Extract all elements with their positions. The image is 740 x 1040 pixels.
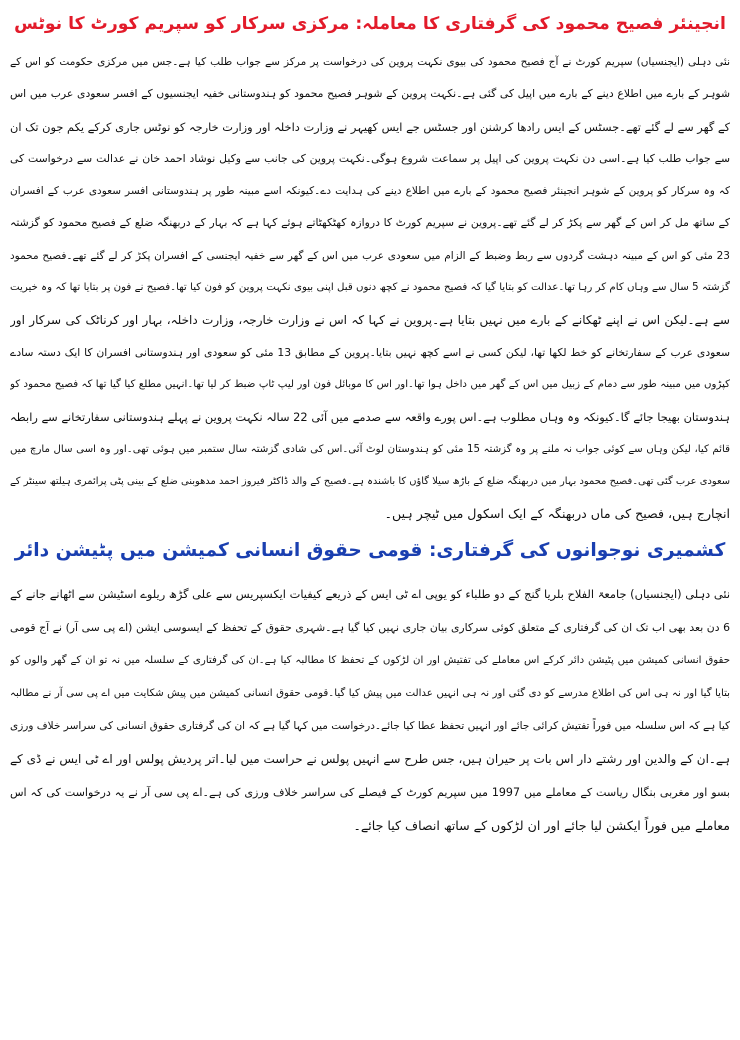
body-line: قائم کیا، لیکن وہاں سے کوئی جواب نہ ملنے پر وہ گزشتہ 15 مئی کو ہندوستان لوٹ آئی۔اس کی شادی گزشتہ سال ستمبر میں ہوئی تھی۔اور وہ اسی سال مارچ میں [10,443,730,455]
article-body [10,578,730,842]
article-headline: انجینئر فصیح محمود کی گرفتاری کا معاملہ: مرکزی سرکار کو سپریم کورٹ کا نوٹس [14,14,726,34]
body-line: 23 مئی کو اس کے مبینہ دہشت گردوں سے ربط وضبط کے الزام میں سعودی عرب میں اس کے گھر سے خفیہ ایجنسی کے افسران پکڑ کر لے گئے تھے۔فصیح محمود [10,249,730,262]
body-line: معاملے میں فوراً ایکشن لیا جائے اور ان لڑکوں کے ساتھ انصاف کیا جائے۔ [353,818,730,834]
body-line: سے ہے۔لیکن اس نے اپنے ٹھکانے کے بارے میں نہیں بتایا ہے۔پروین نے کہا کہ اس نے وزارت خارجہ، وزارت داخلہ، بہار اور کرناٹک کی سرکار اور [10,313,730,328]
article-fasih-mahmood [10,0,730,530]
body-line: کیا ہے کہ اس سلسلہ میں فوراً تفتیش کرائی جائے اور انہیں تحفظ عطا کیا جائے۔درخواست میں کہا گیا ہے کہ ان کی گرفتاری حقوق انسانی کی سراسر خلاف ورزی [10,720,730,733]
body-line: کے ساتھ مل کر اس کے گھر سے پکڑ کر لے گئے تھے۔پروین نے سپریم کورٹ کا دروازہ کھٹکھٹاتے ہوئے کہا ہے کہ بہار کے دربھنگہ ضلع کے فصیح محمود کو گزشتہ [10,216,730,230]
body-line: حقوق انسانی کمیشن میں پٹیشن دائر کرکے اس معاملے کی تفتیش اور ان لڑکوں کے تحفظ کا مطالبہ کیا ہے۔ان کی گرفتاری کے سلسلہ میں نہ تو ان کے گھر والوں کو [10,655,730,667]
body-line: نئی دہلی (ایجنسیاں) سپریم کورٹ نے آج فصیح محمود کی بیوی نکہت پروین کی درخواست پر مرکز سے جواب طلب کیا ہے۔جس میں مرکزی حکومت کو اس کے [10,56,730,68]
body-line: ہندوستان بھیجا جائے گا۔کیونکہ وہ وہاں مطلوب ہے۔اس پورے واقعہ سے صدمے میں آئی 22 سالہ نکہت پروین نے پہلے ہندوستانی سفارتخانے سے رابطہ [10,410,730,425]
article-body [10,46,730,530]
body-line: شوہر کے بارے میں اطلاع دینے کے بارے میں اپیل کی گئی ہے۔نکہت پروین کے شوہر فصیح محمود کو ہندوستانی خفیہ ایجنسیوں کے افسر سعودی عرب میں اس [10,87,730,101]
body-line: بسو اور مغربی بنگال ریاست کے معاملے میں 1997 میں سپریم کورٹ کے فیصلے کی سراسر خلاف ورزی کی ہے۔اے پی سی آر نے یہ درخواست کی کہ اس [10,786,730,800]
body-line: ہے۔ان کے والدین اور رشتے دار اس بات پر حیران ہیں، جس طرح سے انہیں پولس نے حراست میں لیا۔اتر پردیش پولس اور اے ٹی ایس نے ڈی کے [10,752,730,767]
article-kashmiri-youth [10,530,730,842]
body-line: نئی دہلی (ایجنسیاں) جامعۃ الفلاح بلریا گنج کے دو طلباء کو یوپی اے ٹی ایس کے ذریعے کیفیات ایکسپریس سے علی گڑھ ریلوے اسٹیشن سے اٹھانے جانے کے [10,587,730,602]
body-line: سعودی عرب گئی تھی۔فصیح محمود بہار میں دربھنگہ ضلع کے باڑھ سیلا گاؤں کا باشندہ ہے۔فصیح کے والد ڈاکٹر فیروز احمد مدھوبنی ضلع کے بینی پٹی پرائمری ہیلتھ سینٹر کے [10,475,730,487]
body-line: کہ وہ سرکار کو پروین کے شوہر انجینئر فصیح محمود کے بارے میں اطلاع دینے کی ہدایت دے۔کیونکہ اسے مبینہ طور پر ہندوستانی افسر سعودی عرب کے افسران [10,185,730,198]
body-line: 6 دن بعد بھی اب تک ان کی گرفتاری کے متعلق کوئی سرکاری بیان جاری نہیں کیا گیا ہے۔شہری حقوق کے تحفظ کے ایسوسی ایشن (اے پی سی آر) نے آج قومی [10,621,730,635]
body-line: کپڑوں میں مبینہ طور سے دمام کے زبیل میں اس کے گھر میں داخل ہوا تھا۔اور اس کا موبائل فون اور لیپ ٹاپ ضبط کر لیا تھا۔انہیں مطلع کیا گیا تھا کہ فصیح محمود کو [10,378,730,390]
body-line: انچارج ہیں، فصیح کی ماں دربھنگہ کے ایک اسکول میں ٹیچر ہیں۔ [384,506,730,522]
body-line: سے جواب طلب کیا ہے۔اسی دن نکہت پروین کی اپیل پر سماعت شروع ہوگی۔نکہت پروین کی جانب سے وکیل نوشاد احمد خان نے عدالت سے درخواست کی [10,151,730,165]
body-line: سعودی عرب کے سفارتخانے کو خط لکھا تھا، لیکن کسی نے اسے کچھ نہیں بتایا۔پروین کے مطابق 13 مئی کو سعودی اور ہندوستانی افسران کا ایک دستہ سادے [10,345,730,359]
body-line: گزشتہ 5 سال سے وہاں کام کر رہا تھا۔عدالت کو بتایا گیا کہ فصیح محمود نے کچھ دنوں قبل اپنی بیوی نکہت پروین کو فون کیا تھا۔فصیح نے فون پر بتایا تھا کہ وہ خیریت [10,282,730,294]
body-line: بتایا گیا اور نہ ہی اس کی اطلاع مدرسے کو دی گئی اور نہ ہی انہیں عدالت میں پیش کیا گیا۔قومی حقوق انسانی کمیشن میں پیش شکایت میں اے پی سی آر نے مطالبہ [10,688,730,700]
article-headline: کشمیری نوجوانوں کی گرفتاری: قومی حقوق انسانی کمیشن میں پٹیشن دائر [14,540,726,562]
body-line: کے گھر سے لے گئے تھے۔جسٹس کے ایس رادھا کرشنن اور جسٹس جے ایس کھیہر نے وزارت داخلہ اور وزارت خارجہ کو نوٹس جاری کرکے یکم جون تک ان [10,119,730,134]
